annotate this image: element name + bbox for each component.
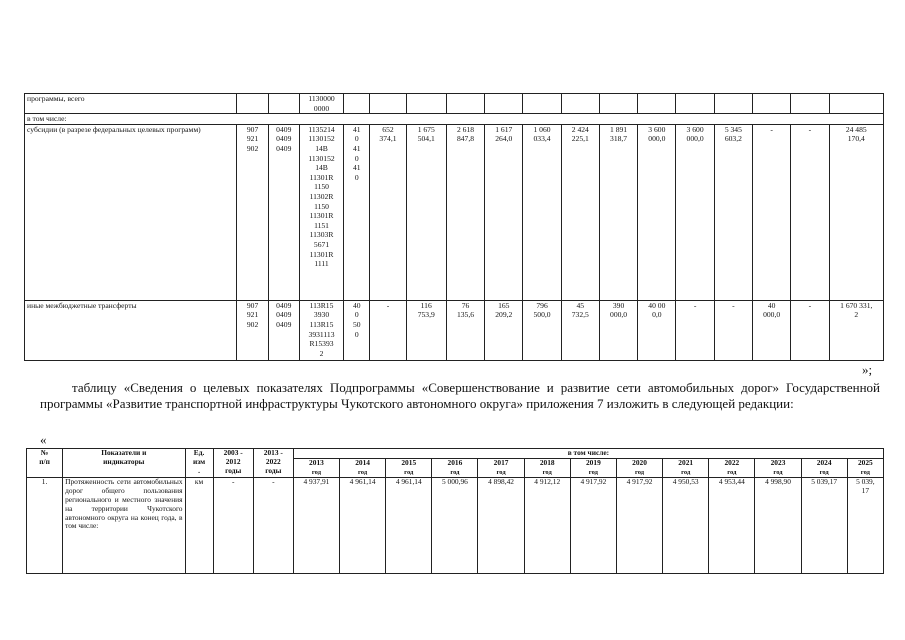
budget-value-cell: 652 374,1 bbox=[370, 124, 406, 300]
col-header-period-2013-2022: 2013 - 2022 годы bbox=[253, 449, 293, 478]
year-suffix: год bbox=[727, 468, 737, 476]
year-value: 4 898,42 bbox=[478, 478, 524, 574]
budget-row bbox=[25, 114, 884, 125]
unit-cell: км bbox=[185, 478, 213, 574]
indicator-name: Протяженность сети автомобильных дорог общего пользования регионального и местного значения на территории Чукотского автономного округа на конец года, в том числе: bbox=[63, 478, 185, 574]
budget-value-cell bbox=[370, 94, 406, 114]
budget-value-cell: 1 617 264,0 bbox=[485, 124, 523, 300]
gp-code-cell bbox=[237, 94, 268, 114]
year-suffix: год bbox=[681, 468, 691, 476]
budget-row-label: программы, всего bbox=[25, 94, 237, 114]
budget-row-label: иные межбюджетные трансферты bbox=[25, 300, 237, 360]
budget-value-cell: 390 000,0 bbox=[599, 300, 637, 360]
budget-value-cell bbox=[446, 94, 484, 114]
budget-value-cell bbox=[753, 94, 791, 114]
col-header-unit: Ед. изм . bbox=[185, 449, 213, 478]
budget-value-cell: 40 00 0,0 bbox=[638, 300, 676, 360]
year-header: 2018 год bbox=[524, 458, 570, 478]
budget-value-cell bbox=[406, 94, 446, 114]
target-article-cell: 113R15 3930 113R15 3931113 R15393 2 bbox=[299, 300, 343, 360]
year-value: 5 000,96 bbox=[432, 478, 478, 574]
budget-value-cell bbox=[638, 94, 676, 114]
budget-row-label: в том числе: bbox=[25, 114, 884, 125]
row-number: 1. bbox=[27, 478, 63, 574]
budget-value-cell: 165 209,2 bbox=[485, 300, 523, 360]
col-header-period-2003-2012: 2003 - 2012 годы bbox=[213, 449, 253, 478]
budget-value-cell: 76 135,6 bbox=[446, 300, 484, 360]
year-header: 2014 год bbox=[340, 458, 386, 478]
year-value: 4 937,91 bbox=[293, 478, 339, 574]
budget-value-cell bbox=[829, 94, 883, 114]
year-suffix: год bbox=[404, 468, 414, 476]
budget-value-cell bbox=[523, 94, 561, 114]
budget-value-cell: - bbox=[791, 124, 829, 300]
year-header: 2020 год bbox=[616, 458, 662, 478]
budget-value-cell: - bbox=[753, 124, 791, 300]
budget-table bbox=[24, 93, 884, 361]
header-row bbox=[27, 449, 884, 459]
year-header: 2013 год bbox=[293, 458, 339, 478]
section-code-cell bbox=[268, 94, 299, 114]
year-suffix: год bbox=[860, 468, 870, 476]
budget-value-cell: 40 000,0 bbox=[753, 300, 791, 360]
budget-value-cell bbox=[714, 94, 752, 114]
budget-value-cell: 2 424 225,1 bbox=[561, 124, 599, 300]
period-value: - bbox=[213, 478, 253, 574]
expense-type-cell: 40 0 50 0 bbox=[344, 300, 370, 360]
indicator-row bbox=[27, 478, 884, 574]
year-suffix: год bbox=[450, 468, 460, 476]
instruction-text: таблицу «Сведения о целевых показателях Подпрограммы «Совершенствование и развитие сети автомобильных дорог» Государственной программы «Развитие транспортной инфраструктуры Чукотского автономного округа» приложения 7 изложить в следующей редакции: bbox=[40, 380, 880, 411]
instruction-paragraph bbox=[40, 380, 880, 411]
budget-value-cell: - bbox=[676, 300, 714, 360]
year-value: 4 961,14 bbox=[386, 478, 432, 574]
budget-value-cell: 1 891 318,7 bbox=[599, 124, 637, 300]
year-value: 4 917,92 bbox=[616, 478, 662, 574]
budget-value-cell: 5 345 603,2 bbox=[714, 124, 752, 300]
budget-value-cell: - bbox=[370, 300, 406, 360]
year-header: 2024 год bbox=[801, 458, 847, 478]
budget-value-cell: 116 753,9 bbox=[406, 300, 446, 360]
expense-type-cell: 41 0 41 0 41 0 bbox=[344, 124, 370, 300]
gp-code-cell: 907 921 902 bbox=[237, 124, 268, 300]
section-code-cell: 0409 0409 0409 bbox=[268, 124, 299, 300]
budget-value-cell bbox=[561, 94, 599, 114]
year-suffix: год bbox=[819, 468, 829, 476]
budget-value-cell: - bbox=[791, 300, 829, 360]
year-value: 4 998,90 bbox=[755, 478, 801, 574]
year-header: 2021 год bbox=[663, 458, 709, 478]
budget-value-cell bbox=[485, 94, 523, 114]
budget-value-cell bbox=[676, 94, 714, 114]
year-suffix: год bbox=[773, 468, 783, 476]
opening-quote: « bbox=[40, 432, 47, 447]
budget-value-cell: 24 485 170,4 bbox=[829, 124, 883, 300]
budget-value-cell: 45 732,5 bbox=[561, 300, 599, 360]
budget-value-cell bbox=[791, 94, 829, 114]
year-header: 2017 год bbox=[478, 458, 524, 478]
year-header: 2025 год bbox=[847, 458, 883, 478]
budget-row bbox=[25, 124, 884, 300]
expense-type-cell bbox=[344, 94, 370, 114]
col-header-indicators: Показатели и индикаторы bbox=[63, 449, 185, 478]
year-suffix: год bbox=[542, 468, 552, 476]
year-suffix: год bbox=[496, 468, 506, 476]
year-suffix: год bbox=[634, 468, 645, 476]
budget-value-cell: - bbox=[714, 300, 752, 360]
budget-value-cell: 1 060 033,4 bbox=[523, 124, 561, 300]
budget-value-cell: 796 500,0 bbox=[523, 300, 561, 360]
budget-row bbox=[25, 300, 884, 360]
budget-value-cell: 1 670 331, 2 bbox=[829, 300, 883, 360]
year-value: 4 950,53 bbox=[663, 478, 709, 574]
budget-value-cell: 2 618 847,8 bbox=[446, 124, 484, 300]
budget-value-cell bbox=[599, 94, 637, 114]
year-header: 2022 год bbox=[709, 458, 755, 478]
col-header-num: № п/п bbox=[27, 449, 63, 478]
year-header: 2016 год bbox=[432, 458, 478, 478]
year-value: 5 039, 17 bbox=[847, 478, 883, 574]
budget-row-label: субсидии (в разрезе федеральных целевых программ) bbox=[25, 124, 237, 300]
section-code-cell: 0409 0409 0409 bbox=[268, 300, 299, 360]
year-header: 2019 год bbox=[570, 458, 616, 478]
budget-value-cell: 1 675 504,1 bbox=[406, 124, 446, 300]
year-value: 4 961,14 bbox=[340, 478, 386, 574]
indicators-table bbox=[26, 448, 884, 574]
budget-value-cell: 3 600 000,0 bbox=[676, 124, 714, 300]
year-value: 5 039,17 bbox=[801, 478, 847, 574]
year-value: 4 912,12 bbox=[524, 478, 570, 574]
year-value: 4 953,44 bbox=[709, 478, 755, 574]
budget-row bbox=[25, 94, 884, 114]
target-article-cell: 1135214 1130152 14B 1130152 14B 11301R 1150 11302R 1150 11301R 1151 11303R 5671 11301R 1111 bbox=[299, 124, 343, 300]
year-suffix: год bbox=[588, 468, 598, 476]
period-value: - bbox=[253, 478, 293, 574]
target-article-cell: 1130000 0000 bbox=[299, 94, 343, 114]
year-header: 2015 год bbox=[386, 458, 432, 478]
year-suffix: год bbox=[311, 468, 321, 476]
col-header-including: в том числе: bbox=[293, 449, 883, 459]
budget-value-cell: 3 600 000,0 bbox=[638, 124, 676, 300]
closing-quote: »; bbox=[862, 362, 873, 377]
year-value: 4 917,92 bbox=[570, 478, 616, 574]
year-header: 2023 год bbox=[755, 458, 801, 478]
gp-code-cell: 907 921 902 bbox=[237, 300, 268, 360]
year-suffix: год bbox=[358, 468, 368, 476]
